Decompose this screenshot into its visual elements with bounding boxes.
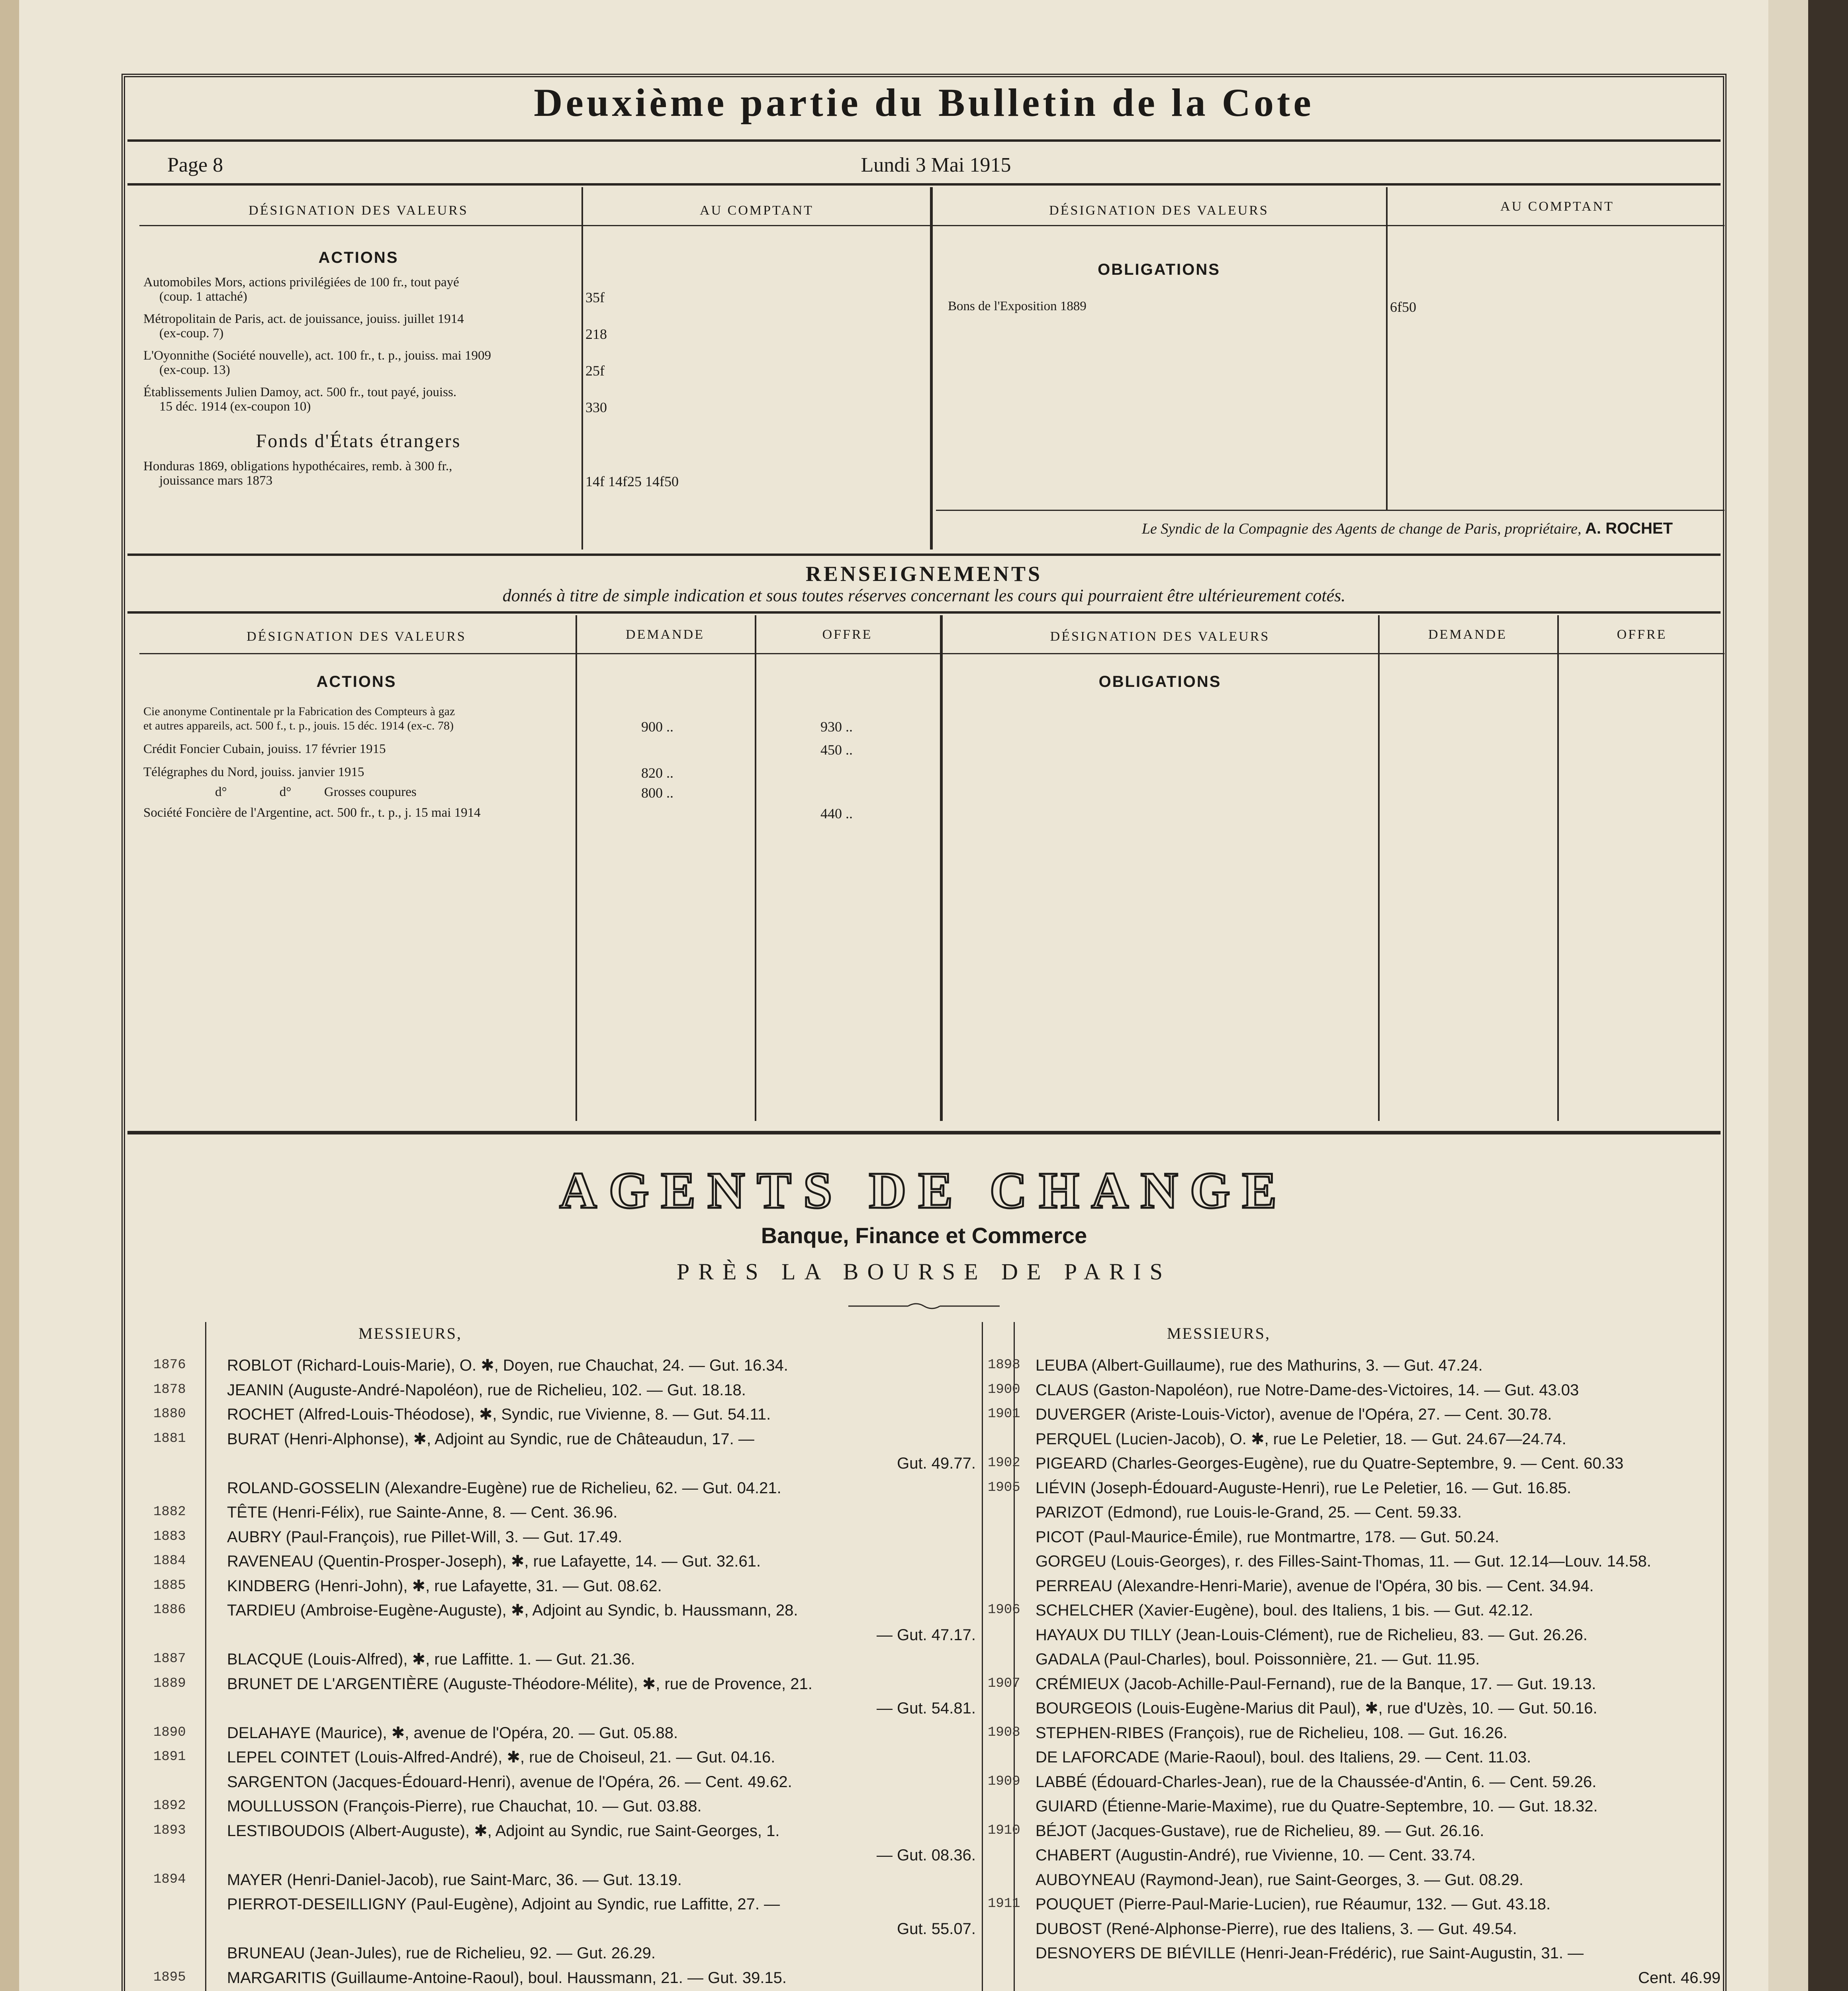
agent-year: 1881 [153, 1431, 186, 1446]
agent-year: 1895 [153, 1970, 186, 1985]
rens-col-offre-right: OFFRE [1617, 627, 1667, 642]
agents-title: AGENTS DE CHANGE [559, 1162, 1289, 1219]
agents-column-rule [982, 1322, 983, 1991]
obligations-heading: OBLIGATIONS [1098, 261, 1220, 278]
col-designation-header-right: DÉSIGNATION DES VALEURS [1049, 203, 1269, 218]
agent-entry: SCHELCHER (Xavier-Eugène), boul. des Italiens, 1 bis. — Gut. 42.12. [1036, 1602, 1533, 1619]
cote-fonds-value: 14f 14f25 14f50 [585, 473, 679, 489]
agent-entry: MAYER (Henri-Daniel-Jacob), rue Saint-Marc, 36. — Gut. 13.19. [227, 1871, 682, 1889]
agent-entry: AUBOYNEAU (Raymond-Jean), rue Saint-Georges, 3. — Gut. 08.29. [1036, 1871, 1523, 1889]
agent-entry: BLACQUE (Louis-Alfred), ✱, rue Laffitte. 1. — Gut. 21.36. [227, 1651, 635, 1668]
agent-year: 1898 [988, 1357, 1020, 1373]
agent-entry: PICOT (Paul-Maurice-Émile), rue Montmartre, 178. — Gut. 50.24. [1036, 1528, 1500, 1546]
rens-demande-value: 800 .. [641, 785, 673, 801]
cote-action-line: 15 déc. 1914 (ex-coupon 10) [159, 399, 311, 414]
agents-num-rule-left [205, 1322, 206, 1991]
agent-entry: LEUBA (Albert-Guillaume), rue des Mathurins, 3. — Gut. 47.24. [1036, 1357, 1483, 1374]
rens-divider-1 [576, 615, 577, 1121]
syndic-rule [936, 510, 1725, 511]
syndic-signature [956, 520, 1673, 538]
agents-subtitle-bourse: PRÈS LA BOURSE DE PARIS [677, 1259, 1171, 1285]
agent-entry: — Gut. 54.81. [876, 1700, 976, 1717]
agents-subtitle: Banque, Finance et Commerce [761, 1223, 1087, 1248]
agent-entry: DESNOYERS DE BIÉVILLE (Henri-Jean-Frédéric), rue Saint-Augustin, 31. — [1036, 1944, 1584, 1962]
messieurs-left: MESSIEURS, [358, 1324, 462, 1342]
agent-year: 1907 [988, 1676, 1020, 1691]
rens-col-designation: DÉSIGNATION DES VALEURS [247, 629, 466, 644]
agent-entry: ROBLOT (Richard-Louis-Marie), O. ✱, Doyen, rue Chauchat, 24. — Gut. 16.34. [227, 1357, 788, 1374]
cote-action-line: Automobiles Mors, actions privilégiées de 100 fr., tout payé [143, 275, 459, 289]
agent-entry: BRUNET DE L'ARGENTIÈRE (Auguste-Théodore-Mélite), ✱, rue de Provence, 21. [227, 1675, 812, 1693]
cote-action-value: 35f [585, 289, 605, 305]
syndic-text: Le Syndic de la Compagnie des Agents de change de Paris, propriétaire, [1141, 520, 1582, 537]
agent-year: 1909 [988, 1774, 1020, 1789]
rens-col-demande: DEMANDE [626, 627, 705, 642]
col-comptant-header: AU COMPTANT [700, 203, 814, 218]
renseignements-rule [127, 611, 1721, 614]
agent-year: 1884 [153, 1553, 186, 1569]
agent-year: 1876 [153, 1357, 186, 1373]
agent-year: 1892 [153, 1798, 186, 1813]
agent-entry: PIGEARD (Charles-Georges-Eugène), rue du Quatre-Septembre, 9. — Cent. 60.33 [1036, 1455, 1624, 1472]
rens-action-line: et autres appareils, act. 500 f., t. p., jouis. 15 déc. 1914 (ex-c. 78) [143, 719, 454, 732]
agent-entry: PARIZOT (Edmond), rue Louis-le-Grand, 25. — Cent. 59.33. [1036, 1504, 1462, 1521]
rens-action-line: Crédit Foncier Cubain, jouiss. 17 février 1915 [143, 742, 386, 756]
cote-divider-center [930, 187, 933, 550]
agent-entry: MARGARITIS (Guillaume-Antoine-Raoul), boul. Haussmann, 21. — Gut. 39.15. [227, 1969, 787, 1987]
agent-entry: PERREAU (Alexandre-Henri-Marie), avenue de l'Opéra, 30 bis. — Cent. 34.94. [1036, 1577, 1594, 1595]
renseignements-bottom-rule [127, 1131, 1721, 1134]
agent-entry: KINDBERG (Henri-John), ✱, rue Lafayette, 31. — Gut. 08.62. [227, 1577, 662, 1595]
cote-divider-3 [1386, 187, 1388, 510]
rens-offre-value: 450 .. [820, 742, 853, 758]
agent-year: 1900 [988, 1382, 1020, 1397]
page-number: Page 8 [167, 154, 223, 176]
rens-divider-center [940, 615, 943, 1121]
agent-entry: — Gut. 08.36. [876, 1846, 976, 1864]
agent-year: 1905 [988, 1480, 1020, 1495]
agent-entry: DELAHAYE (Maurice), ✱, avenue de l'Opéra, 20. — Gut. 05.88. [227, 1724, 678, 1742]
agent-year: 1880 [153, 1406, 186, 1422]
agent-year: 1894 [153, 1872, 186, 1887]
renseignements-subtitle: donnés à titre de simple indication et sous toutes réserves concernant les cours qui pourraient être ultérieurement cotés. [502, 586, 1346, 605]
col-comptant-header-right: AU COMPTANT [1500, 199, 1614, 214]
rens-col-demande-right: DEMANDE [1428, 627, 1507, 642]
rens-col-designation-right: DÉSIGNATION DES VALEURS [1050, 629, 1270, 644]
agent-entry: LABBÉ (Édouard-Charles-Jean), rue de la Chaussée-d'Antin, 6. — Cent. 59.26. [1036, 1773, 1597, 1791]
issue-date: Lundi 3 Mai 1915 [861, 154, 1011, 176]
rens-offre-value: 930 .. [820, 719, 853, 735]
messieurs-right: MESSIEURS, [1167, 1324, 1271, 1342]
agent-year: 1886 [153, 1602, 186, 1617]
agent-year: 1893 [153, 1823, 186, 1838]
cote-action-line: Établissements Julien Damoy, act. 500 fr., tout payé, jouiss. [143, 385, 457, 399]
agent-entry: ROLAND-GOSSELIN (Alexandre-Eugène) rue de Richelieu, 62. — Gut. 04.21. [227, 1479, 781, 1497]
agent-year: 1891 [153, 1749, 186, 1764]
agent-year: 1911 [988, 1896, 1020, 1911]
ornament-rule [848, 1302, 1000, 1310]
agent-entry: STEPHEN-RIBES (François), rue de Richelieu, 108. — Gut. 16.26. [1036, 1724, 1507, 1742]
agent-entry: BRUNEAU (Jean-Jules), rue de Richelieu, 92. — Gut. 26.29. [227, 1944, 656, 1962]
agent-entry: GUIARD (Étienne-Marie-Maxime), rue du Quatre-Septembre, 10. — Gut. 18.32. [1036, 1797, 1598, 1815]
cote-action-line: (ex-coup. 13) [159, 363, 230, 377]
agent-entry: CRÉMIEUX (Jacob-Achille-Paul-Fernand), rue de la Banque, 17. — Gut. 19.13. [1036, 1675, 1596, 1693]
agents-num-rule-right [1014, 1322, 1015, 1991]
agent-year: 1890 [153, 1725, 186, 1740]
agent-year: 1885 [153, 1578, 186, 1593]
cote-action-line: (coup. 1 attaché) [159, 289, 247, 304]
agent-entry: ROCHET (Alfred-Louis-Théodose), ✱, Syndic, rue Vivienne, 8. — Gut. 54.11. [227, 1406, 771, 1423]
agent-year: 1878 [153, 1382, 186, 1397]
cote-action-line: L'Oyonnithe (Société nouvelle), act. 100 fr., t. p., jouiss. mai 1909 [143, 348, 491, 363]
agent-entry: DUVERGER (Ariste-Louis-Victor), avenue de l'Opéra, 27. — Cent. 30.78. [1036, 1406, 1552, 1423]
cote-fonds-line: jouissance mars 1873 [159, 473, 273, 488]
agent-entry: — Gut. 47.17. [876, 1626, 976, 1644]
agent-entry: HAYAUX DU TILLY (Jean-Louis-Clément), rue de Richelieu, 83. — Gut. 26.26. [1036, 1626, 1588, 1644]
rens-col-offre: OFFRE [822, 627, 873, 642]
rens-actions-heading: ACTIONS [316, 673, 397, 690]
agent-entry: POUQUET (Pierre-Paul-Marie-Lucien), rue Réaumur, 132. — Gut. 43.18. [1036, 1895, 1551, 1913]
cote-action-line: (ex-coup. 7) [159, 326, 224, 340]
col-designation-header: DÉSIGNATION DES VALEURS [249, 203, 468, 218]
agent-entry: LEPEL COINTET (Louis-Alfred-André), ✱, rue de Choiseul, 21. — Gut. 04.16. [227, 1748, 775, 1766]
agent-entry: Gut. 55.07. [897, 1920, 976, 1938]
agent-entry: PERQUEL (Lucien-Jacob), O. ✱, rue Le Peletier, 18. — Gut. 24.67—24.74. [1036, 1430, 1566, 1448]
agent-entry: CLAUS (Gaston-Napoléon), rue Notre-Dame-des-Victoires, 14. — Gut. 43.03 [1036, 1381, 1579, 1399]
agent-entry: BÉJOT (Jacques-Gustave), rue de Richelieu, 89. — Gut. 26.16. [1036, 1822, 1484, 1840]
syndic-name: A. ROCHET [1585, 520, 1673, 537]
agent-entry: SARGENTON (Jacques-Édouard-Henri), avenue de l'Opéra, 26. — Cent. 49.62. [227, 1773, 792, 1791]
agent-entry: PIERROT-DESEILLIGNY (Paul-Eugène), Adjoint au Syndic, rue Laffitte, 27. — [227, 1895, 780, 1913]
renseignements-column-rule [139, 653, 1725, 654]
agent-year: 1901 [988, 1406, 1020, 1422]
agent-entry: BOURGEOIS (Louis-Eugène-Marius dit Paul), ✱, rue d'Uzès, 10. — Gut. 50.16. [1036, 1700, 1597, 1717]
cote-obligation-value: 6f50 [1390, 299, 1416, 315]
agent-entry: Gut. 49.77. [897, 1455, 976, 1472]
agent-entry: JEANIN (Auguste-André-Napoléon), rue de Richelieu, 102. — Gut. 18.18. [227, 1381, 746, 1399]
agent-entry: AUBRY (Paul-François), rue Pillet-Will, 3. — Gut. 17.49. [227, 1528, 623, 1546]
agent-year: 1887 [153, 1651, 186, 1666]
header-rule [127, 183, 1721, 186]
page-title: Deuxième partie du Bulletin de la Cote [534, 80, 1314, 125]
fonds-heading: Fonds d'États étrangers [256, 430, 461, 452]
rens-action-line: Société Foncière de l'Argentine, act. 500 fr., t. p., j. 15 mai 1914 [143, 806, 481, 820]
cote-action-line: Métropolitain de Paris, act. de jouissance, jouiss. juillet 1914 [143, 312, 464, 326]
cote-action-value: 330 [585, 399, 607, 415]
rens-offre-value: 440 .. [820, 806, 853, 821]
title-rule [127, 139, 1721, 142]
agent-entry: Cent. 46.99 [1638, 1969, 1721, 1987]
agent-entry: GORGEU (Louis-Georges), r. des Filles-Saint-Thomas, 11. — Gut. 12.14—Louv. 14.58. [1036, 1553, 1651, 1570]
agent-year: 1908 [988, 1725, 1020, 1740]
agent-entry: LIÉVIN (Joseph-Édouard-Auguste-Henri), rue Le Peletier, 16. — Gut. 16.85. [1036, 1479, 1572, 1497]
binding-edge [1808, 0, 1848, 1991]
agent-entry: LESTIBOUDOIS (Albert-Auguste), ✱, Adjoint au Syndic, rue Saint-Georges, 1. [227, 1822, 780, 1840]
binding-spine [0, 0, 19, 1991]
agent-entry: DE LAFORCADE (Marie-Raoul), boul. des Italiens, 29. — Cent. 11.03. [1036, 1748, 1531, 1766]
agent-year: 1883 [153, 1529, 186, 1544]
agent-entry: BURAT (Henri-Alphonse), ✱, Adjoint au Syndic, rue de Châteaudun, 17. — [227, 1430, 754, 1448]
cote-action-value: 218 [585, 326, 607, 342]
agent-entry: TARDIEU (Ambroise-Eugène-Auguste), ✱, Adjoint au Syndic, b. Haussmann, 28. [227, 1602, 798, 1619]
agent-entry: GADALA (Paul-Charles), boul. Poissonnière, 21. — Gut. 11.95. [1036, 1651, 1480, 1668]
rens-action-line: Télégraphes du Nord, jouiss. janvier 1915 [143, 765, 364, 779]
rens-divider-5 [1557, 615, 1559, 1121]
cote-action-value: 25f [585, 363, 605, 379]
agent-entry: DUBOST (René-Alphonse-Pierre), rue des Italiens, 3. — Gut. 49.54. [1036, 1920, 1517, 1938]
rens-demande-value: 900 .. [641, 719, 673, 735]
agent-year: 1910 [988, 1823, 1020, 1838]
rens-demande-value: 820 .. [641, 765, 673, 781]
rens-action-line: d° d° Grosses coupures [215, 785, 417, 799]
cote-fonds-line: Honduras 1869, obligations hypothécaires, remb. à 300 fr., [143, 459, 452, 473]
agent-entry: TÊTE (Henri-Félix), rue Sainte-Anne, 8. — Cent. 36.96. [227, 1504, 618, 1521]
rens-divider-4 [1378, 615, 1380, 1121]
cote-divider-1 [581, 187, 583, 550]
renseignements-title: RENSEIGNEMENTS [805, 562, 1043, 586]
agent-entry: CHABERT (Augustin-André), rue Vivienne, 10. — Cent. 33.74. [1036, 1846, 1476, 1864]
rens-divider-2 [755, 615, 756, 1121]
rens-obligations-heading: OBLIGATIONS [1098, 673, 1222, 690]
agent-entry: MOULLUSSON (François-Pierre), rue Chauchat, 10. — Gut. 03.88. [227, 1797, 702, 1815]
rens-action-line: Cie anonyme Continentale pr la Fabrication des Compteurs à gaz [143, 705, 455, 718]
agent-year: 1906 [988, 1602, 1020, 1617]
actions-heading: ACTIONS [318, 249, 399, 266]
cote-obligation-line: Bons de l'Exposition 1889 [948, 299, 1086, 313]
agent-year: 1889 [153, 1676, 186, 1691]
agent-entry: RAVENEAU (Quentin-Prosper-Joseph), ✱, rue Lafayette, 14. — Gut. 32.61. [227, 1553, 761, 1570]
agent-year: 1882 [153, 1504, 186, 1520]
cote-bottom-rule [127, 553, 1721, 556]
agent-year: 1902 [988, 1455, 1020, 1471]
